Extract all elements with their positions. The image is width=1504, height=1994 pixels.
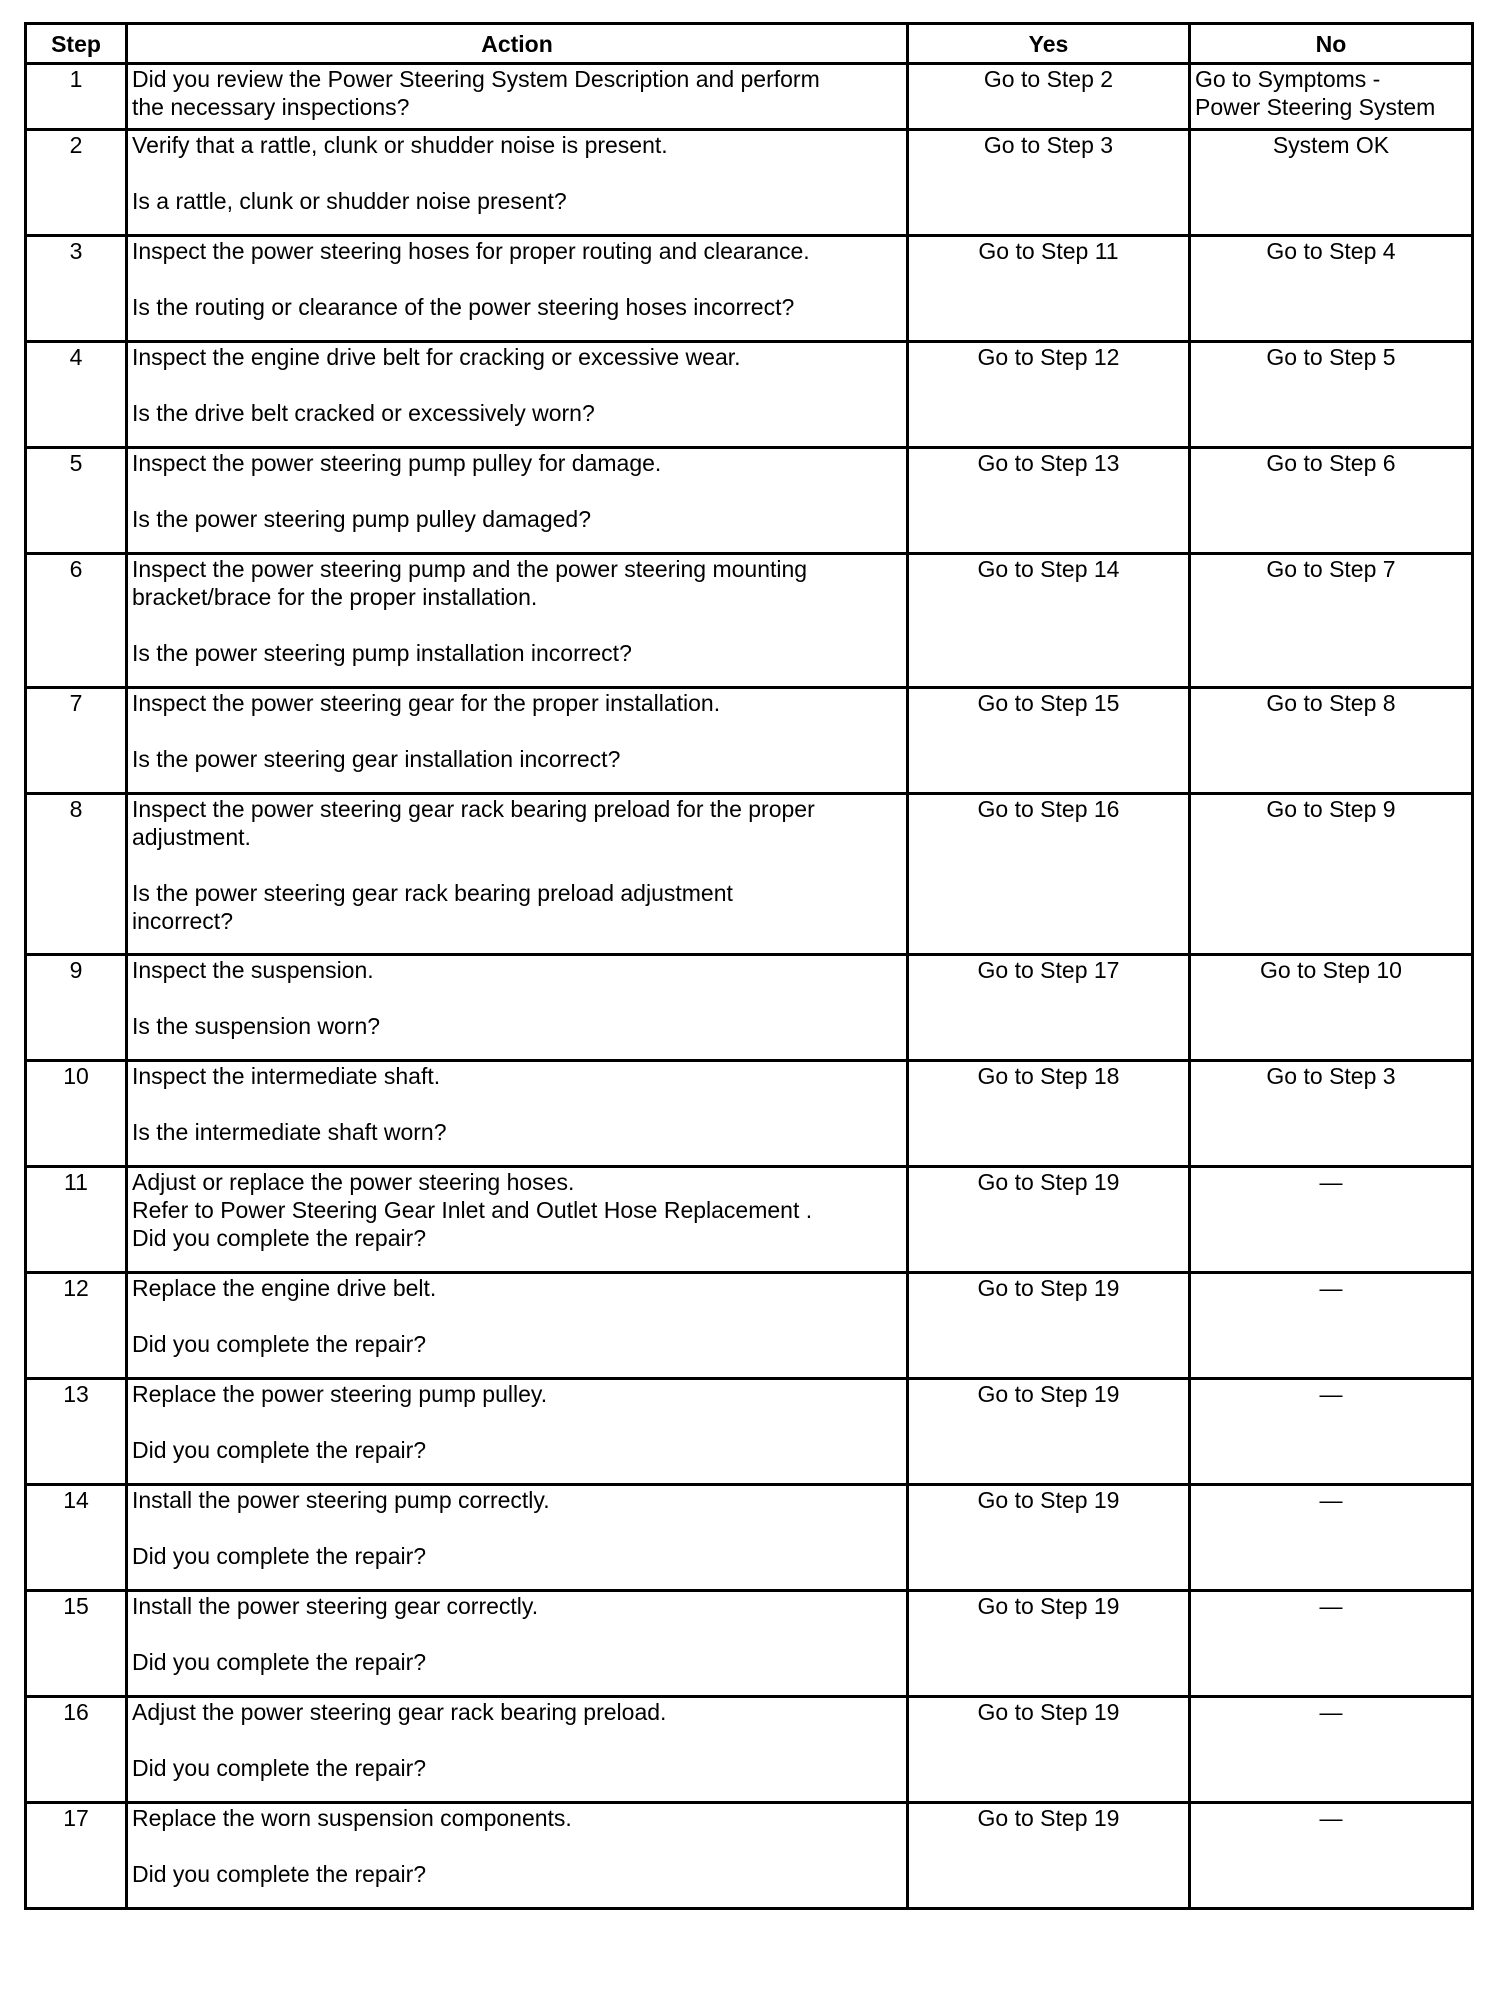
table-row	[26, 1379, 1473, 1485]
table-row	[26, 1167, 1473, 1273]
no-line: Go to Step 4	[1266, 238, 1396, 264]
action-spacer	[132, 1726, 902, 1754]
action-line: the necessary inspections?	[132, 94, 410, 120]
action-line: Is the power steering gear rack bearing preload adjustment	[132, 880, 733, 906]
no-result	[1190, 1485, 1473, 1591]
table-row	[26, 794, 1473, 955]
action-cell	[127, 342, 908, 448]
table-row	[26, 1803, 1473, 1909]
no-result	[1190, 1273, 1473, 1379]
action-line: Replace the power steering pump pulley.	[132, 1381, 548, 1407]
action-line: Inspect the intermediate shaft.	[132, 1063, 441, 1089]
yes-result: Go to Step 19	[908, 1485, 1190, 1591]
table-row	[26, 448, 1473, 554]
action-spacer	[132, 1832, 902, 1860]
header-row	[26, 24, 1473, 64]
action-cell	[127, 64, 908, 130]
table-row	[26, 342, 1473, 448]
no-line: Go to Step 7	[1266, 556, 1396, 582]
action-line: Did you complete the repair?	[132, 1649, 427, 1675]
yes-result: Go to Step 12	[908, 342, 1190, 448]
table-row	[26, 1061, 1473, 1167]
action-cell	[127, 955, 908, 1061]
step-number: 1	[26, 64, 127, 130]
action-line: Is a rattle, clunk or shudder noise present?	[132, 188, 567, 214]
no-result	[1190, 448, 1473, 554]
no-result	[1190, 794, 1473, 955]
action-cell	[127, 794, 908, 955]
action-line: Verify that a rattle, clunk or shudder noise is present.	[132, 132, 668, 158]
no-line: System OK	[1272, 132, 1390, 158]
yes-result: Go to Step 18	[908, 1061, 1190, 1167]
action-line: Inspect the power steering hoses for proper routing and clearance.	[132, 238, 810, 264]
no-result	[1190, 554, 1473, 688]
action-line: Did you complete the repair?	[132, 1437, 427, 1463]
action-cell	[127, 1061, 908, 1167]
action-line: Install the power steering gear correctly.	[132, 1593, 539, 1619]
yes-result: Go to Step 19	[908, 1697, 1190, 1803]
yes-result: Go to Step 3	[908, 130, 1190, 236]
no-line: Go to Symptoms -	[1195, 66, 1381, 92]
step-number: 7	[26, 688, 127, 794]
no-result	[1190, 1167, 1473, 1273]
no-dash: —	[1319, 1699, 1343, 1725]
action-line: adjustment.	[132, 824, 251, 850]
action-line: Did you complete the repair?	[132, 1861, 427, 1887]
yes-result: Go to Step 19	[908, 1803, 1190, 1909]
header-no: No	[1190, 24, 1473, 64]
table-row	[26, 130, 1473, 236]
action-line: Is the intermediate shaft worn?	[132, 1119, 447, 1145]
action-line: Inspect the suspension.	[132, 957, 374, 983]
no-result	[1190, 130, 1473, 236]
yes-result: Go to Step 19	[908, 1379, 1190, 1485]
action-spacer	[132, 611, 902, 639]
no-result	[1190, 1697, 1473, 1803]
table-row	[26, 1697, 1473, 1803]
step-number: 5	[26, 448, 127, 554]
action-line: Is the power steering pump pulley damaged?	[132, 506, 592, 532]
action-cell	[127, 448, 908, 554]
table-row	[26, 688, 1473, 794]
action-line: Replace the engine drive belt.	[132, 1275, 437, 1301]
action-cell	[127, 1697, 908, 1803]
action-line: Did you complete the repair?	[132, 1543, 427, 1569]
action-line: bracket/brace for the proper installation.	[132, 584, 538, 610]
no-result	[1190, 1379, 1473, 1485]
table-row	[26, 1591, 1473, 1697]
action-line: Did you complete the repair?	[132, 1331, 427, 1357]
no-dash: —	[1319, 1381, 1343, 1407]
action-line: Is the routing or clearance of the power steering hoses incorrect?	[132, 294, 795, 320]
no-dash: —	[1319, 1593, 1343, 1619]
no-result	[1190, 688, 1473, 794]
no-result	[1190, 64, 1473, 130]
yes-result: Go to Step 19	[908, 1167, 1190, 1273]
action-spacer	[132, 851, 902, 879]
no-line: Go to Step 5	[1266, 344, 1396, 370]
no-dash: —	[1319, 1487, 1343, 1513]
action-cell	[127, 130, 908, 236]
action-cell	[127, 1379, 908, 1485]
action-spacer	[132, 1408, 902, 1436]
action-line: Inspect the power steering pump and the power steering mounting	[132, 556, 808, 582]
action-line: Inspect the power steering pump pulley for damage.	[132, 450, 662, 476]
action-spacer	[132, 159, 902, 187]
action-cell	[127, 1273, 908, 1379]
action-spacer	[132, 477, 902, 505]
step-number: 12	[26, 1273, 127, 1379]
action-spacer	[132, 1302, 902, 1330]
step-number: 11	[26, 1167, 127, 1273]
no-dash: —	[1319, 1805, 1343, 1831]
action-line: Is the drive belt cracked or excessively worn?	[132, 400, 595, 426]
action-cell	[127, 1485, 908, 1591]
no-line: Go to Step 9	[1266, 796, 1396, 822]
header-yes: Yes	[908, 24, 1190, 64]
action-line: Adjust the power steering gear rack bearing preload.	[132, 1699, 667, 1725]
no-dash: —	[1319, 1275, 1343, 1301]
step-number: 15	[26, 1591, 127, 1697]
action-spacer	[132, 1090, 902, 1118]
action-line: Did you complete the repair?	[132, 1225, 427, 1251]
yes-result: Go to Step 13	[908, 448, 1190, 554]
table-row	[26, 64, 1473, 130]
step-number: 3	[26, 236, 127, 342]
action-line: Is the power steering gear installation incorrect?	[132, 746, 621, 772]
yes-result: Go to Step 14	[908, 554, 1190, 688]
step-number: 17	[26, 1803, 127, 1909]
no-result	[1190, 1591, 1473, 1697]
no-dash: —	[1319, 1169, 1343, 1195]
yes-result: Go to Step 16	[908, 794, 1190, 955]
action-spacer	[132, 984, 902, 1012]
action-cell	[127, 1591, 908, 1697]
action-spacer	[132, 265, 902, 293]
yes-result: Go to Step 11	[908, 236, 1190, 342]
action-spacer	[132, 1514, 902, 1542]
step-number: 8	[26, 794, 127, 955]
no-result	[1190, 342, 1473, 448]
action-cell	[127, 554, 908, 688]
no-line: Go to Step 6	[1266, 450, 1396, 476]
action-spacer	[132, 717, 902, 745]
step-number: 13	[26, 1379, 127, 1485]
action-line: Adjust or replace the power steering hoses.	[132, 1169, 575, 1195]
action-line: incorrect?	[132, 908, 233, 934]
no-result	[1190, 1061, 1473, 1167]
action-cell	[127, 688, 908, 794]
no-line: Power Steering System	[1195, 94, 1436, 120]
step-number: 16	[26, 1697, 127, 1803]
yes-result: Go to Step 17	[908, 955, 1190, 1061]
table-row	[26, 955, 1473, 1061]
no-line: Go to Step 8	[1266, 690, 1396, 716]
step-number: 9	[26, 955, 127, 1061]
yes-result: Go to Step 19	[908, 1273, 1190, 1379]
step-number: 6	[26, 554, 127, 688]
no-line: Go to Step 3	[1266, 1063, 1396, 1089]
yes-result: Go to Step 2	[908, 64, 1190, 130]
no-result	[1190, 1803, 1473, 1909]
no-result	[1190, 236, 1473, 342]
action-line: Inspect the engine drive belt for cracking or excessive wear.	[132, 344, 741, 370]
action-line: Install the power steering pump correctly.	[132, 1487, 550, 1513]
no-line: Go to Step 10	[1260, 957, 1402, 983]
action-line: Inspect the power steering gear rack bearing preload for the proper	[132, 796, 815, 822]
no-result	[1190, 955, 1473, 1061]
action-spacer	[132, 371, 902, 399]
action-line: Inspect the power steering gear for the proper installation.	[132, 690, 721, 716]
step-number: 2	[26, 130, 127, 236]
table-row	[26, 1273, 1473, 1379]
header-action: Action	[127, 24, 908, 64]
step-number: 10	[26, 1061, 127, 1167]
yes-result: Go to Step 15	[908, 688, 1190, 794]
table-body	[26, 64, 1473, 1909]
action-line: Refer to Power Steering Gear Inlet and Outlet Hose Replacement .	[132, 1197, 813, 1223]
yes-result: Go to Step 19	[908, 1591, 1190, 1697]
action-cell	[127, 1167, 908, 1273]
table-row	[26, 554, 1473, 688]
step-number: 4	[26, 342, 127, 448]
table-row	[26, 236, 1473, 342]
action-line: Is the suspension worn?	[132, 1013, 381, 1039]
action-line: Did you review the Power Steering System Description and perform	[132, 66, 820, 92]
action-line: Is the power steering pump installation incorrect?	[132, 640, 632, 666]
header-step: Step	[26, 24, 127, 64]
step-number: 14	[26, 1485, 127, 1591]
action-line: Replace the worn suspension components.	[132, 1805, 572, 1831]
action-line: Did you complete the repair?	[132, 1755, 427, 1781]
table-row	[26, 1485, 1473, 1591]
diagnostic-table	[24, 22, 1474, 1910]
action-cell	[127, 1803, 908, 1909]
action-spacer	[132, 1620, 902, 1648]
action-cell	[127, 236, 908, 342]
table-header	[26, 24, 1473, 64]
